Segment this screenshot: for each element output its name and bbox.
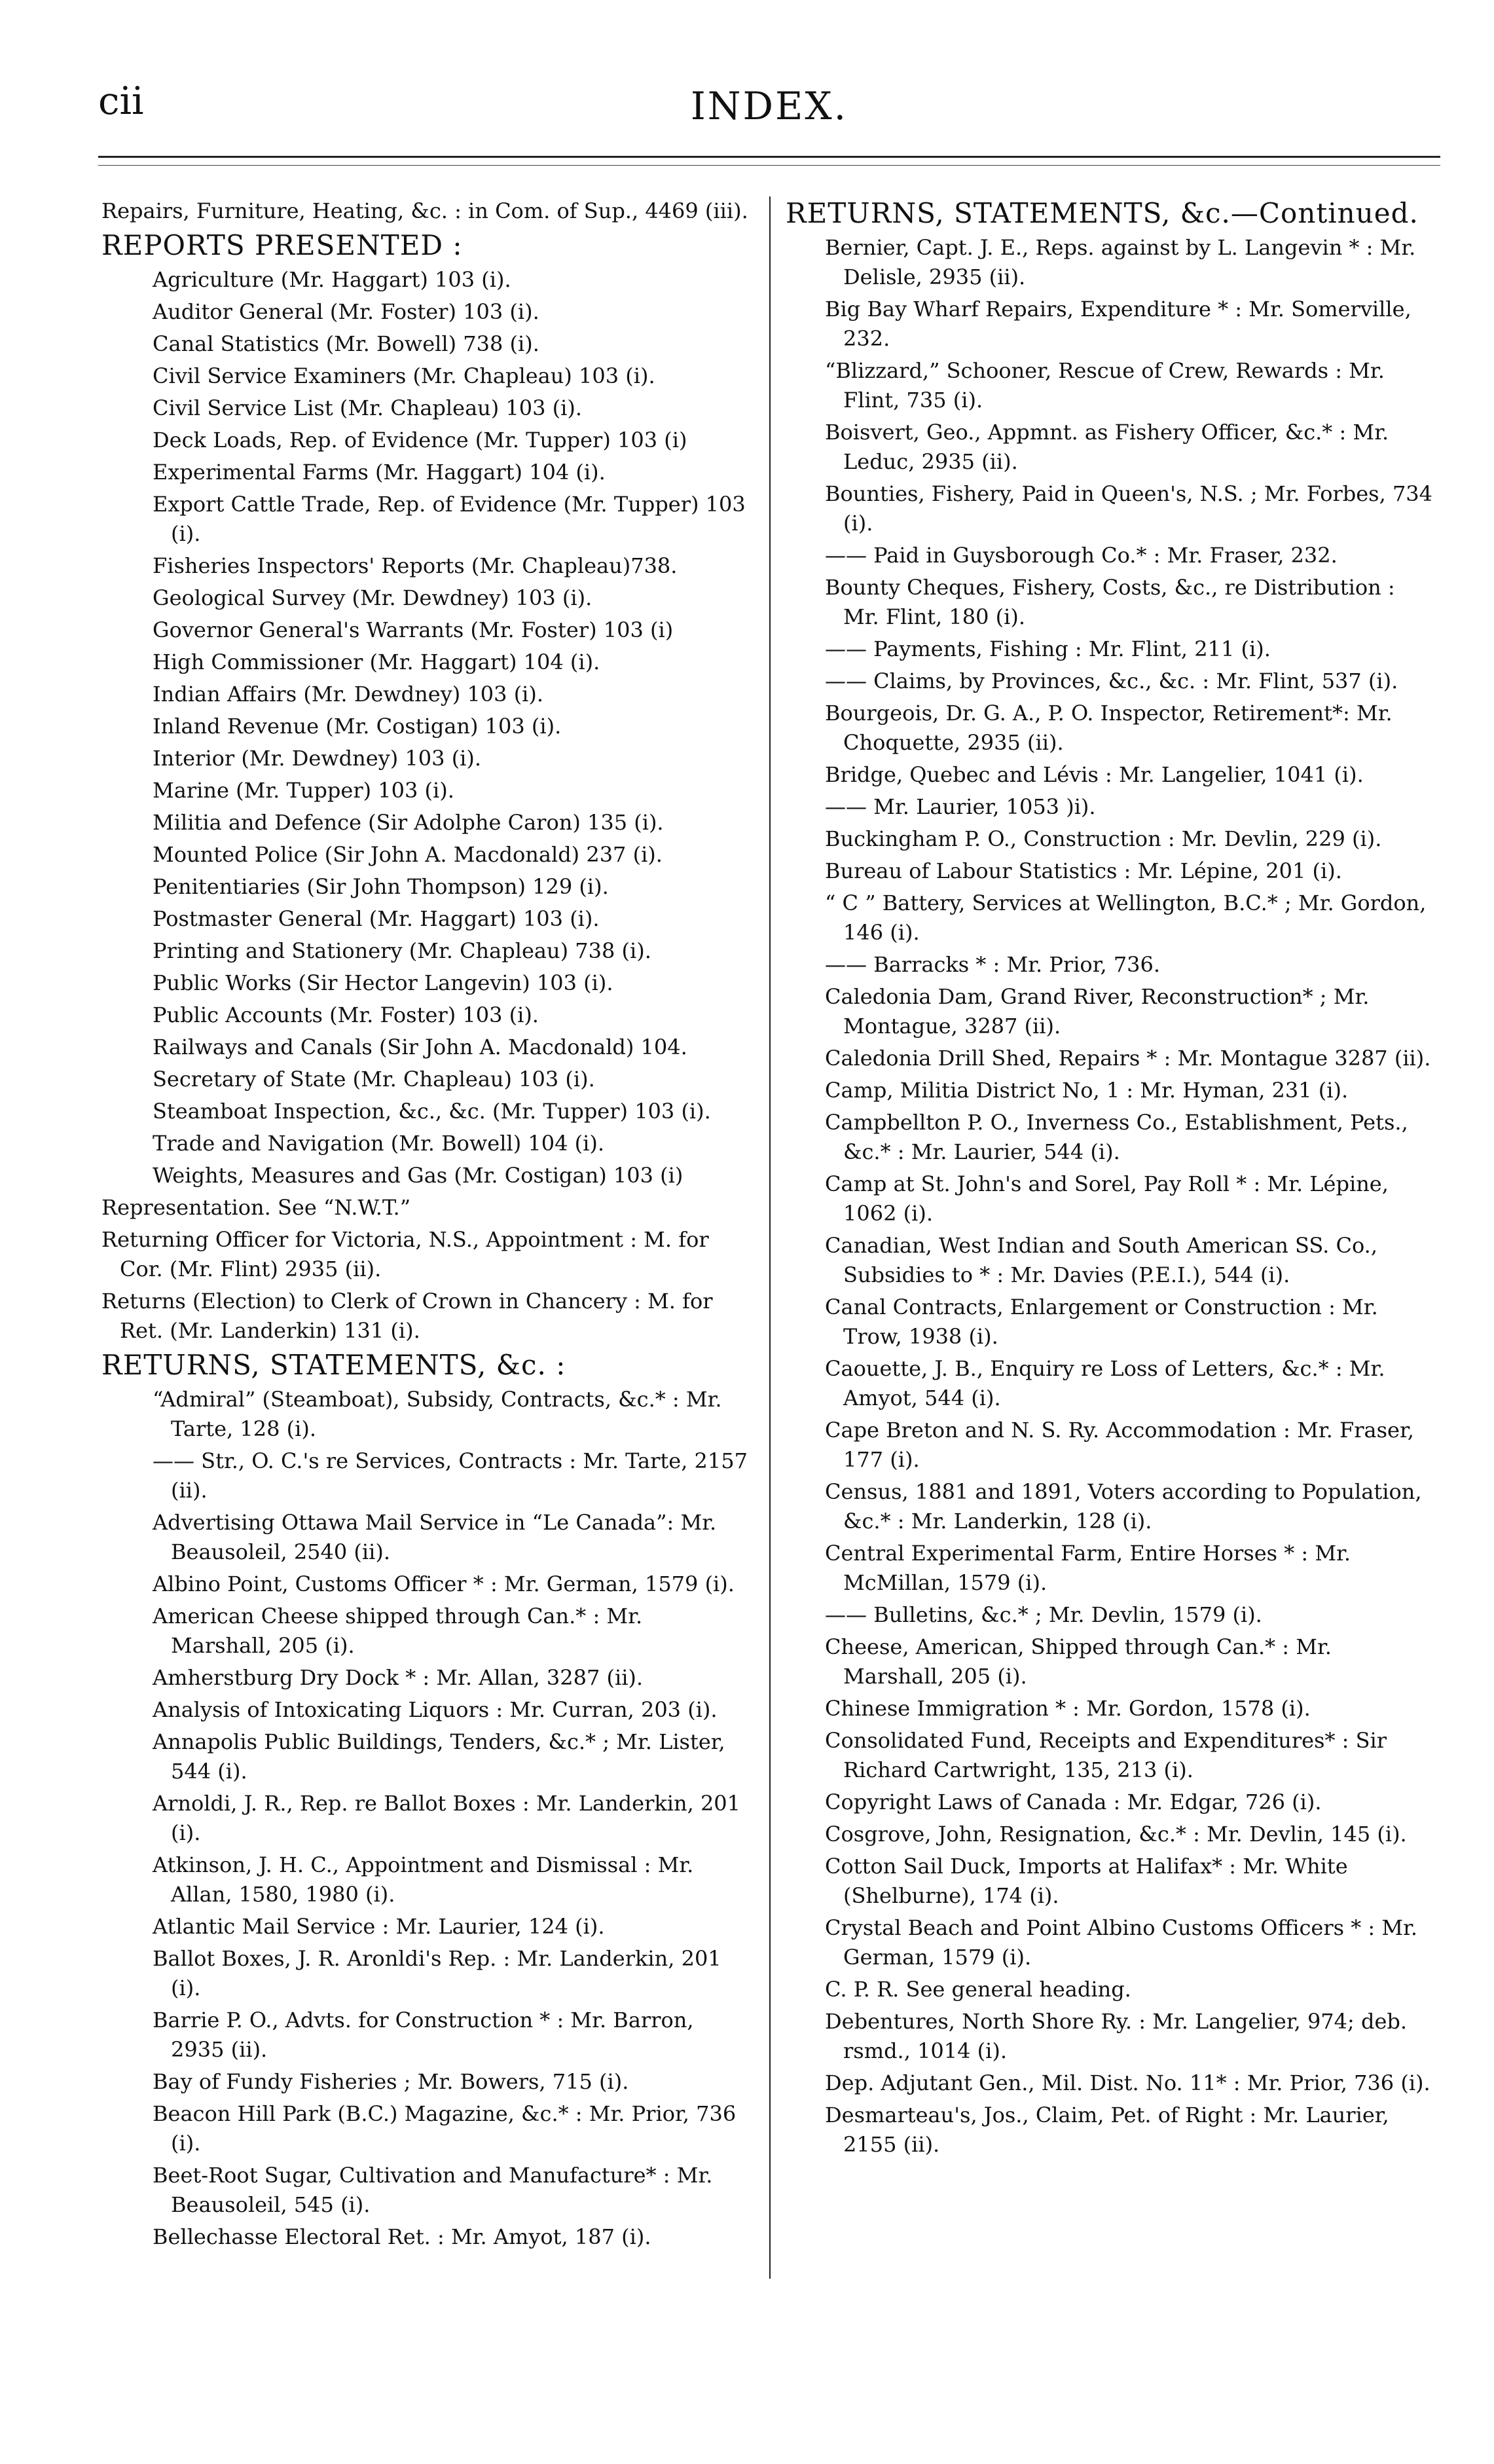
- index-entry: Bay of Fundy Fisheries ; Mr. Bowers, 715 (i).: [153, 2069, 629, 2094]
- index-entry: Debentures, North Shore Ry. : Mr. Langelier, 974; deb. rsmd., 1014 (i).: [825, 2009, 1408, 2063]
- index-entry: Geological Survey (Mr. Dewdney) 103 (i).: [153, 585, 592, 610]
- index-entry: Big Bay Wharf Repairs, Expenditure * : Mr. Somerville, 232.: [825, 297, 1412, 351]
- index-entry: Inland Revenue (Mr. Costigan) 103 (i).: [153, 714, 562, 739]
- index-entry: C. P. R. See general heading.: [825, 1977, 1131, 2002]
- index-entry: Albino Point, Customs Officer * : Mr. German, 1579 (i).: [153, 1572, 735, 1596]
- index-entry: Secretary of State (Mr. Chapleau) 103 (i).: [153, 1067, 595, 1092]
- index-entry: Interior (Mr. Dewdney) 103 (i).: [153, 746, 482, 771]
- index-entry: Canal Statistics (Mr. Bowell) 738 (i).: [153, 331, 539, 356]
- index-entry: Cape Breton and N. S. Ry. Accommodation : Mr. Fraser, 177 (i).: [825, 1418, 1414, 1472]
- index-entry: Marine (Mr. Tupper) 103 (i).: [153, 778, 454, 803]
- index-entry: Crystal Beach and Point Albino Customs Officers * : Mr. German, 1579 (i).: [825, 1915, 1418, 1970]
- index-entry: Amherstburg Dry Dock * : Mr. Allan, 3287 (ii).: [153, 1665, 644, 1690]
- index-entry: Agriculture (Mr. Haggart) 103 (i).: [153, 267, 511, 292]
- index-entry: Weights, Measures and Gas (Mr. Costigan) 103 (i): [153, 1163, 683, 1188]
- index-entry: Analysis of Intoxicating Liquors : Mr. Curran, 203 (i).: [153, 1697, 718, 1722]
- index-entry: American Cheese shipped through Can.* : Mr. Marshall, 205 (i).: [153, 1604, 643, 1658]
- index-entry: Central Experimental Farm, Entire Horses * : Mr. McMillan, 1579 (i).: [825, 1541, 1351, 1595]
- index-heading: REPORTS PRESENTED :: [101, 229, 463, 261]
- index-entry: Returning Officer for Victoria, N.S., Appointment : M. for Cor. (Mr. Flint) 2935 (ii).: [101, 1227, 709, 1281]
- index-entry: Campbellton P. O., Inverness Co., Establishment, Pets., &c.* : Mr. Laurier, 544 (i).: [825, 1110, 1408, 1164]
- index-entry: High Commissioner (Mr. Haggart) 104 (i).: [153, 650, 600, 674]
- index-entry: Cheese, American, Shipped through Can.* : Mr. Marshall, 205 (i).: [825, 1634, 1332, 1689]
- index-entry: Annapolis Public Buildings, Tenders, &c.* ; Mr. Lister, 544 (i).: [153, 1729, 725, 1784]
- index-entry: “Admiral” (Steamboat), Subsidy, Contracts, &c.* : Mr. Tarte, 128 (i).: [153, 1387, 722, 1441]
- index-entry: Repairs, Furniture, Heating, &c. : in Com. of Sup., 4469 (iii).: [101, 198, 748, 223]
- index-heading: RETURNS, STATEMENTS, &c. :: [101, 1349, 566, 1381]
- index-entry: Civil Service Examiners (Mr. Chapleau) 103 (i).: [153, 363, 655, 388]
- index-entry: Boisvert, Geo., Appmnt. as Fishery Officer, &c.* : Mr. Leduc, 2935 (ii).: [825, 420, 1389, 474]
- page-header: [98, 79, 1440, 138]
- index-entry: Returns (Election) to Clerk of Crown in Chancery : M. for Ret. (Mr. Landerkin) 131 (i).: [101, 1289, 713, 1343]
- index-entry: —— Paid in Guysborough Co.* : Mr. Fraser, 232.: [825, 543, 1338, 568]
- index-entry: Public Works (Sir Hector Langevin) 103 (i).: [153, 970, 613, 995]
- index-entry: —— Str., O. C.'s re Services, Contracts : Mr. Tarte, 2157 (ii).: [153, 1448, 748, 1503]
- index-entry: Desmarteau's, Jos., Claim, Pet. of Right : Mr. Laurier, 2155 (ii).: [825, 2103, 1389, 2157]
- index-entry: Mounted Police (Sir John A. Macdonald) 237 (i).: [153, 842, 663, 867]
- index-entry: Buckingham P. O., Construction : Mr. Devlin, 229 (i).: [825, 826, 1382, 851]
- index-entry: Bourgeois, Dr. G. A., P. O. Inspector, Retirement*: Mr. Choquette, 2935 (ii).: [825, 701, 1393, 755]
- index-entry: Camp, Militia District No, 1 : Mr. Hyman, 231 (i).: [825, 1078, 1349, 1103]
- index-entry: Chinese Immigration * : Mr. Gordon, 1578 (i).: [825, 1696, 1311, 1721]
- header-rule: [98, 156, 1440, 158]
- index-entry: Census, 1881 and 1891, Voters according to Population, &c.* : Mr. Landerkin, 128 (i).: [825, 1479, 1422, 1534]
- index-entry: Camp at St. John's and Sorel, Pay Roll * : Mr. Lépine, 1062 (i).: [825, 1171, 1389, 1226]
- index-entry: Bellechasse Electoral Ret. : Mr. Amyot, 187 (i).: [153, 2224, 651, 2249]
- index-entry: Beet-Root Sugar, Cultivation and Manufacture* : Mr. Beausoleil, 545 (i).: [153, 2163, 713, 2217]
- index-entry: —— Barracks * : Mr. Prior, 736.: [825, 952, 1161, 977]
- index-entry: “Blizzard,” Schooner, Rescue of Crew, Rewards : Mr. Flint, 735 (i).: [825, 358, 1385, 413]
- index-heading: RETURNS, STATEMENTS, &c.—Continued.: [786, 197, 1419, 229]
- index-entry: Copyright Laws of Canada : Mr. Edgar, 726 (i).: [825, 1790, 1322, 1814]
- index-entry: Cotton Sail Duck, Imports at Halifax* : Mr. White (Shelburne), 174 (i).: [825, 1854, 1348, 1908]
- index-entry: Bernier, Capt. J. E., Reps. against by L. Langevin * : Mr. Delisle, 2935 (ii).: [825, 235, 1416, 289]
- index-entry: Bridge, Quebec and Lévis : Mr. Langelier, 1041 (i).: [825, 762, 1364, 787]
- index-entry: Arnoldi, J. R., Rep. re Ballot Boxes : Mr. Landerkin, 201 (i).: [153, 1791, 741, 1845]
- index-entry: Fisheries Inspectors' Reports (Mr. Chapleau)738.: [153, 553, 678, 578]
- page-number: cii: [98, 79, 144, 123]
- index-entry: Trade and Navigation (Mr. Bowell) 104 (i).: [153, 1131, 604, 1156]
- index-entry: Railways and Canals (Sir John A. Macdonald) 104.: [153, 1035, 687, 1059]
- index-entry: Printing and Stationery (Mr. Chapleau) 738 (i).: [153, 938, 651, 963]
- index-entry: Steamboat Inspection, &c., &c. (Mr. Tupper) 103 (i).: [153, 1099, 711, 1124]
- page-title: INDEX.: [690, 84, 848, 128]
- index-entry: Postmaster General (Mr. Haggart) 103 (i).: [153, 906, 600, 931]
- index-entry: Atkinson, J. H. C., Appointment and Dismissal : Mr. Allan, 1580, 1980 (i).: [153, 1852, 694, 1907]
- index-entry: Ballot Boxes, J. R. Aronldi's Rep. : Mr. Landerkin, 201 (i).: [153, 1946, 721, 2000]
- index-entry: Beacon Hill Park (B.C.) Magazine, &c.* : Mr. Prior, 736 (i).: [153, 2101, 737, 2156]
- index-entry: Export Cattle Trade, Rep. of Evidence (Mr. Tupper) 103 (i).: [153, 492, 746, 546]
- index-entry: Experimental Farms (Mr. Haggart) 104 (i).: [153, 460, 606, 485]
- index-entry: Canadian, West Indian and South American SS. Co., Subsidies to * : Mr. Davies (P.E.I.), 544 (i).: [825, 1233, 1377, 1287]
- index-entry: Bounties, Fishery, Paid in Queen's, N.S. ; Mr. Forbes, 734 (i).: [825, 481, 1433, 536]
- index-entry: —— Claims, by Provinces, &c., &c. : Mr. Flint, 537 (i).: [825, 669, 1398, 693]
- index-entry: Cosgrove, John, Resignation, &c.* : Mr. Devlin, 145 (i).: [825, 1822, 1407, 1847]
- index-entry: Militia and Defence (Sir Adolphe Caron) 135 (i).: [153, 810, 664, 835]
- index-entry: Consolidated Fund, Receipts and Expenditures* : Sir Richard Cartwright, 135, 213 (i).: [825, 1728, 1387, 1782]
- index-entry: Barrie P. O., Advts. for Construction * : Mr. Barron, 2935 (ii).: [153, 2008, 694, 2062]
- column-divider: [769, 196, 771, 2279]
- index-entry: Caledonia Dam, Grand River, Reconstruction* ; Mr. Montague, 3287 (ii).: [825, 984, 1370, 1039]
- index-entry: Representation. See “N.W.T.”: [101, 1195, 411, 1220]
- index-entry: “ C ” Battery, Services at Wellington, B.C.* ; Mr. Gordon, 146 (i).: [825, 891, 1427, 945]
- index-entry: Public Accounts (Mr. Foster) 103 (i).: [153, 1002, 539, 1027]
- index-entry: —— Mr. Laurier, 1053 )i).: [825, 794, 1096, 819]
- index-entry: —— Bulletins, &c.* ; Mr. Devlin, 1579 (i).: [825, 1602, 1262, 1627]
- index-entry: Bureau of Labour Statistics : Mr. Lépine, 201 (i).: [825, 858, 1342, 883]
- index-entry: Bounty Cheques, Fishery, Costs, &c., re Distribution : Mr. Flint, 180 (i).: [825, 575, 1395, 629]
- index-entry: Caouette, J. B., Enquiry re Loss of Letters, &c.* : Mr. Amyot, 544 (i).: [825, 1356, 1385, 1410]
- index-entry: Dep. Adjutant Gen., Mil. Dist. No. 11* : Mr. Prior, 736 (i).: [825, 2070, 1430, 2095]
- index-entry: Deck Loads, Rep. of Evidence (Mr. Tupper) 103 (i): [153, 428, 687, 452]
- index-column-left: [101, 196, 750, 2254]
- index-entry: Civil Service List (Mr. Chapleau) 103 (i).: [153, 395, 583, 420]
- index-entry: —— Payments, Fishing : Mr. Flint, 211 (i).: [825, 636, 1271, 661]
- index-entry: Penitentiaries (Sir John Thompson) 129 (i).: [153, 874, 609, 899]
- index-entry: Atlantic Mail Service : Mr. Laurier, 124 (i).: [153, 1914, 605, 1939]
- index-entry: Caledonia Drill Shed, Repairs * : Mr. Montague 3287 (ii).: [825, 1046, 1431, 1071]
- index-entry: Indian Affairs (Mr. Dewdney) 103 (i).: [153, 682, 544, 707]
- index-entry: Auditor General (Mr. Foster) 103 (i).: [153, 299, 539, 324]
- index-column-right: [786, 196, 1434, 2162]
- index-entry: Canal Contracts, Enlargement or Construction : Mr. Trow, 1938 (i).: [825, 1295, 1378, 1349]
- index-entry: Governor General's Warrants (Mr. Foster) 103 (i): [153, 617, 674, 642]
- header-rule-thin: [98, 165, 1440, 166]
- index-entry: Advertising Ottawa Mail Service in “Le Canada”: Mr. Beausoleil, 2540 (ii).: [153, 1510, 717, 1564]
